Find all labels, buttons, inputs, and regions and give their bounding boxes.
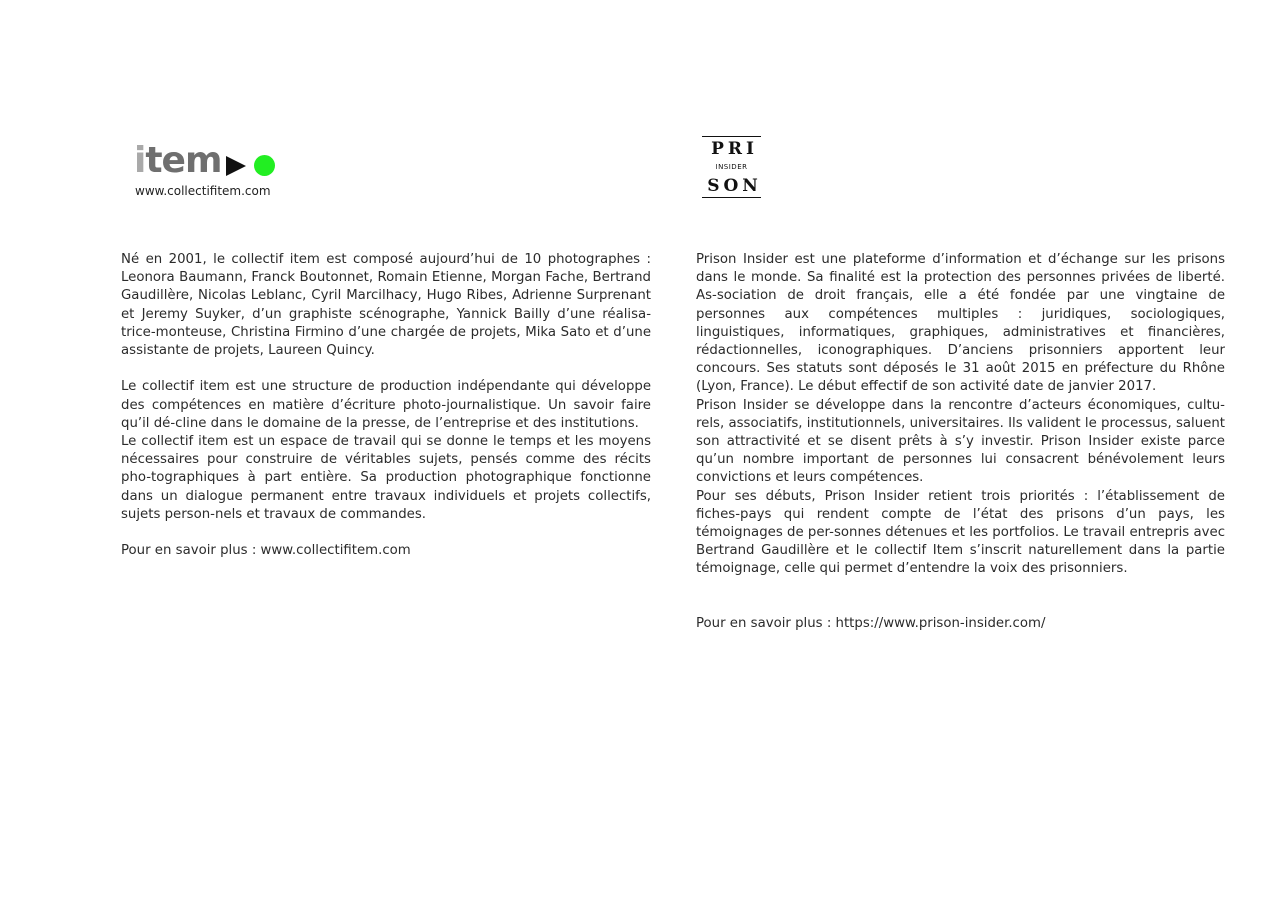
logo-line-son: SON [707, 176, 762, 196]
logo-top-rule [702, 136, 761, 137]
item-logo-url: www.collectifitem.com [135, 184, 271, 198]
item-paragraph-workspace: Le collectif item est un espace de travail qui se donne le temps et les moyens nécessaires pour construire de véritables sujets, pensés comme des récits pho-tographiques à part entière. Sa production photographique fonctionne dans un dialogue permanent entre travaux individuels et projets collectifs, sujets person-nels et travaux de commandes. [121, 434, 651, 522]
green-dot-icon [254, 155, 275, 176]
pi-paragraph-development: Prison Insider se développe dans la rencontre d’acteurs économiques, cultu-rels, associatifs, institutionnels, universitaires. Ils valident le processus, saluent son attractivité et se disent prêts à s’y investir. Prison Insider existe parce qu’un nombre important de personnes lui consacrent bénévolement leurs convictions et leurs compétences. [696, 397, 1225, 486]
logo-bottom-rule [702, 197, 761, 198]
pi-more-info: Pour en savoir plus : https://www.prison-insider.com/ [696, 616, 1046, 632]
pi-paragraph-priorities: Pour ses débuts, Prison Insider retient trois priorités : l’établissement de fiches-pays qui rendent compte de l’état des prisons d’un pays, les témoignages de per-sonnes détenues et les portfolios. Le travail entrepris avec Bertrand Gaudillère et le collectif Item s’inscrit naturellement dans la partie témoignage, celle qui permet d’entendre la voix des prisonniers. [696, 488, 1225, 577]
pi-paragraph-intro: Prison Insider est une plateforme d’information et d’échange sur les prisons dans le monde. Sa finalité est la protection des personnes privées de liberté. As-sociation de droit français, elle a été fondée par une vingtaine de personnes aux compétences multiples : juridiques, sociologiques, linguistiques, informatiques, graphiques, administratives et financières, rédactionnelles, iconographiques. D’anciens prisonniers apportent leur concours. Ses statuts sont déposés le 31 août 2015 en préfecture du Rhône (Lyon, France). Le début effectif de son activité date de janvier 2017. [696, 252, 1225, 395]
item-paragraph-intro: Né en 2001, le collectif item est composé aujourd’hui de 10 photographes : Leonora Baumann, Franck Boutonnet, Romain Etienne, Morgan Fache, Bertrand Gaudillère, Nicolas Leblanc, Cyril Marcilhacy, Hugo Ribes, Adrienne Surprenant et Jeremy Suyker, d’un graphiste scénographe, Yannick Bailly d’une réalisa-trice-monteuse, Christina Firmino d’une chargée de projets, Mika Sato et d’une assistante de projets, Laureen Quincy. [121, 252, 651, 359]
play-triangle-icon [226, 156, 246, 176]
prison-insider-logo [702, 136, 762, 200]
item-paragraph-structure: Le collectif item est une structure de production indépendante qui développe des compétences en matière d’écriture photo-journalistique. Un savoir faire qu’il dé-cline dans le domaine de la presse, de l’entreprise et des institutions. [121, 379, 651, 431]
item-logo [134, 140, 314, 204]
logo-line-pri: PRI [711, 139, 758, 159]
logo-line-insider: INSIDER [715, 163, 748, 171]
item-description-column [121, 251, 651, 560]
item-logo-wordmark: item [134, 140, 222, 181]
item-more-info: Pour en savoir plus : www.collectifitem.com [121, 543, 411, 559]
prison-insider-description-column [696, 251, 1225, 633]
